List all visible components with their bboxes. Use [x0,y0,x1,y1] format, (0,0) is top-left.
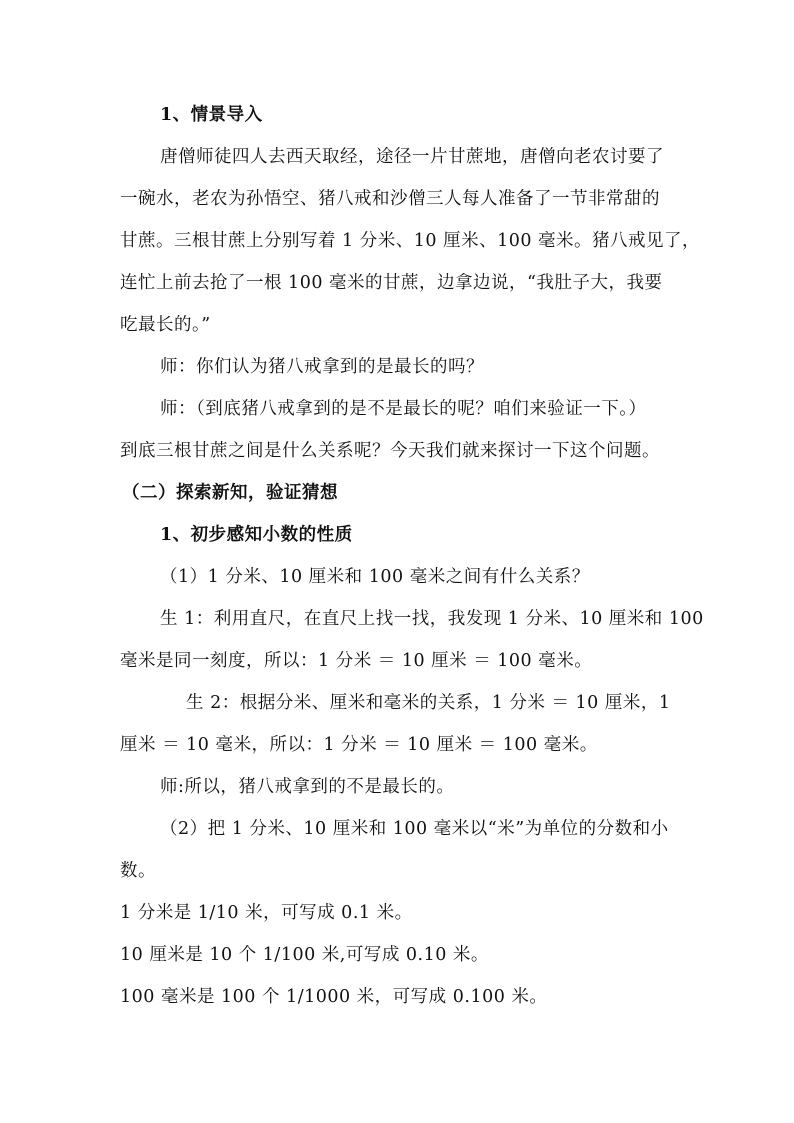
section-1-heading: 1、情景导入 [160,105,263,125]
student-2-line-1: 生 2：根据分米、厘米和毫米的关系，1 分米 ＝ 10 厘米，1 [186,693,671,713]
teacher-question-1: 师：你们认为猪八戒拿到的是最长的吗？ [160,357,484,377]
conversion-line-3: 100 毫米是 100 个 1/1000 米，可写成 0.100 米。 [120,987,548,1007]
question-2-line-1: （2）把 1 分米、10 厘米和 100 毫米以“米”为单位的分数和小 [160,819,669,839]
story-line-5: 吃最长的。” [120,315,211,335]
question-1: （1）1 分米、10 厘米和 100 毫米之间有什么关系？ [160,567,590,587]
conversion-line-1: 1 分米是 1/10 米，可写成 0.1 米。 [120,903,413,923]
teacher-conclusion: 师:所以，猪八戒拿到的不是最长的。 [160,777,455,797]
question-2-line-2: 数。 [120,861,156,881]
story-line-2: 一碗水，老农为孙悟空、猪八戒和沙僧三人每人准备了一节非常甜的 [120,189,660,209]
section-2-heading: （二）探索新知，验证猜想 [122,483,338,503]
conversion-line-2: 10 厘米是 10 个 1/100 米,可写成 0.10 米。 [120,945,489,965]
story-line-4: 连忙上前去抢了一根 100 毫米的甘蔗，边拿边说，“我肚子大，我要 [120,273,663,293]
subsection-heading: 1、初步感知小数的性质 [160,525,353,545]
teacher-question-2-line-1: 师：（到底猪八戒拿到的是不是最长的呢？咱们来验证一下。） [160,399,647,419]
student-1-line-2: 毫米是同一刻度，所以：1 分米 ＝ 10 厘米 ＝ 100 毫米。 [120,651,593,671]
story-line-1: 唐僧师徒四人去西天取经，途径一片甘蔗地，唐僧向老农讨要了 [160,147,664,167]
story-line-3: 甘蔗。三根甘蔗上分别写着 1 分米、10 厘米、100 毫米。猪八戒见了， [120,231,701,251]
teacher-question-2-line-2: 到底三根甘蔗之间是什么关系呢？今天我们就来探讨一下这个问题。 [120,441,660,461]
student-2-line-2: 厘米 ＝ 10 毫米，所以：1 分米 ＝ 10 厘米 ＝ 100 毫米。 [120,735,598,755]
student-1-line-1: 生 1：利用直尺，在直尺上找一找，我发现 1 分米、10 厘米和 100 [160,609,704,629]
